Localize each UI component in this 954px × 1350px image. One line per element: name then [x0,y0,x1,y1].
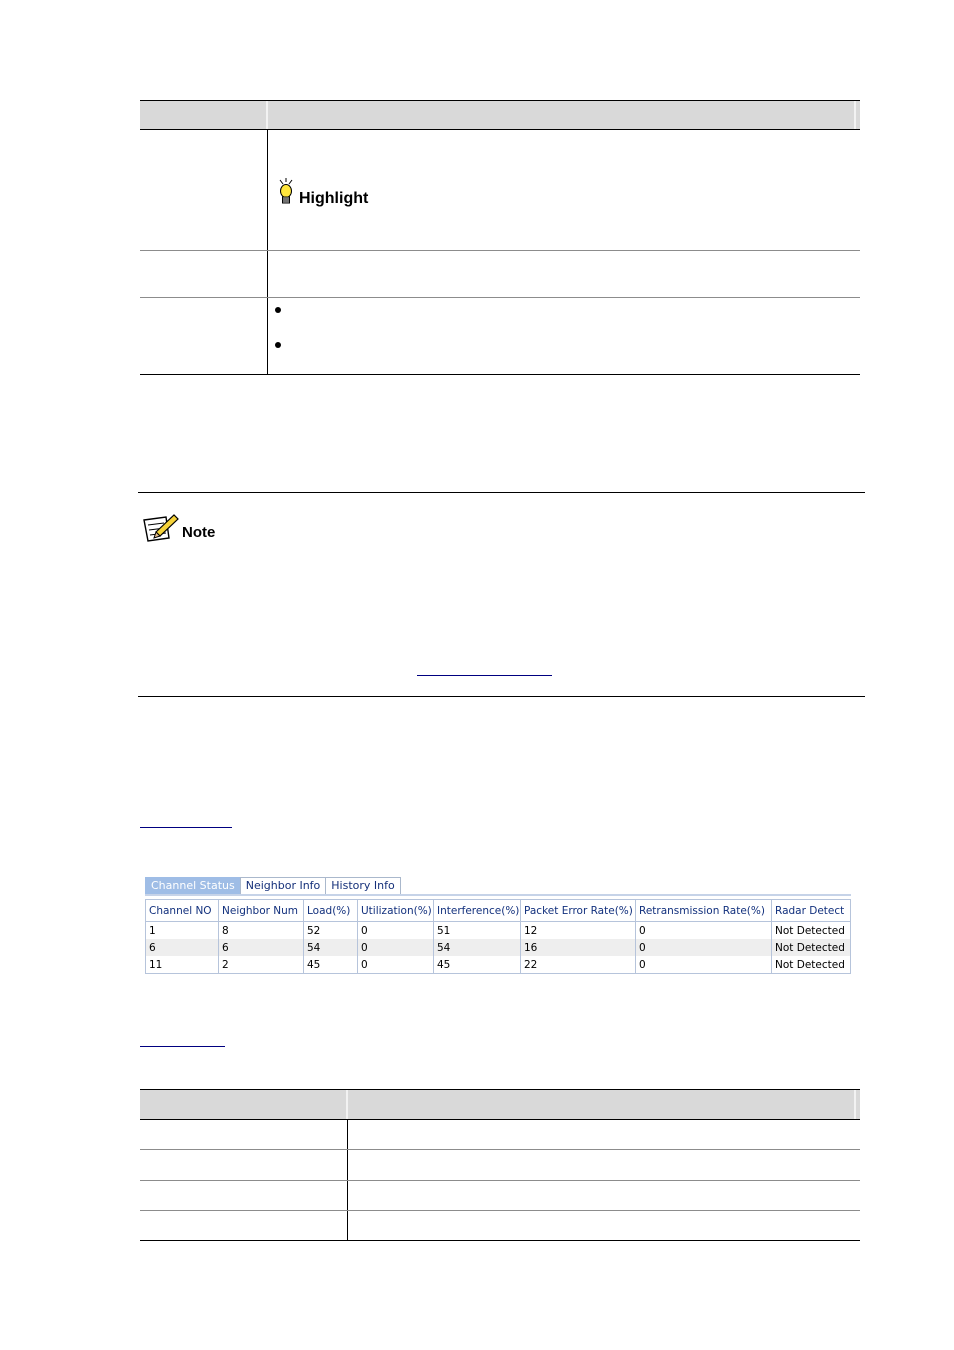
note-label: Note [182,524,216,541]
column-divider [267,130,268,375]
table-cell: 1 [146,922,219,940]
table-row[interactable] [146,922,851,940]
channel-status-table [145,899,851,974]
column-header[interactable]: Interference(%) [434,900,521,922]
table-cell: 6 [219,939,304,956]
table-cell: Not Detected [772,939,851,956]
table-cell: 0 [358,922,434,940]
tab-neighbor-info[interactable]: Neighbor Info [240,877,327,894]
tab-underline [145,894,851,896]
table-cell: Not Detected [772,956,851,974]
highlight-label: Highlight [299,190,369,207]
table-reference-link[interactable] [140,1046,225,1047]
row-divider [140,250,860,251]
table-cell: 8 [219,922,304,940]
table-cell: 0 [636,922,772,940]
table-header [140,1089,860,1120]
table-bottom-rule [140,1240,860,1241]
table-cell: 22 [521,956,636,974]
table-cell: 45 [304,956,358,974]
notepad-pencil-icon [142,512,180,542]
table-cell: 6 [146,939,219,956]
tab-channel-status[interactable]: Channel Status [145,877,241,894]
table-cell: 0 [636,939,772,956]
note-top-rule [138,492,865,493]
table-cell: 54 [304,939,358,956]
table-bottom-rule [140,374,860,375]
parameter-table-bottom [140,1089,860,1241]
column-header[interactable]: Utilization(%) [358,900,434,922]
table-cell: 51 [434,922,521,940]
table-cell: 0 [358,956,434,974]
table-header [140,100,860,130]
table-row[interactable] [146,939,851,956]
table-cell: 0 [358,939,434,956]
table-cell: 12 [521,922,636,940]
table-row[interactable] [146,956,851,974]
row-divider [140,1210,860,1211]
tab-history-info[interactable]: History Info [325,877,400,894]
bullet-point [275,342,281,348]
table-cell: 45 [434,956,521,974]
table-cell: 52 [304,922,358,940]
column-header[interactable]: Load(%) [304,900,358,922]
parameter-table-top [140,100,860,375]
column-header[interactable]: Channel NO [146,900,219,922]
figure-reference-link[interactable] [140,827,232,828]
channel-status-widget [145,877,851,975]
table-cell: Not Detected [772,922,851,940]
column-header[interactable]: Neighbor Num [219,900,304,922]
table-cell: 0 [636,956,772,974]
table-cell: 54 [434,939,521,956]
row-divider [140,1149,860,1150]
bullet-point [275,307,281,313]
cross-reference-link[interactable] [417,675,552,676]
column-header[interactable]: Retransmission Rate(%) [636,900,772,922]
table-cell: 16 [521,939,636,956]
table-cell: 2 [219,956,304,974]
table-cell: 11 [146,956,219,974]
lightbulb-icon [277,178,297,208]
tab-bar [145,877,400,894]
column-header[interactable]: Packet Error Rate(%) [521,900,636,922]
row-divider [140,1180,860,1181]
row-divider [140,297,860,298]
note-bottom-rule [138,696,865,697]
table-header-row [146,900,851,922]
column-header[interactable]: Radar Detect [772,900,851,922]
